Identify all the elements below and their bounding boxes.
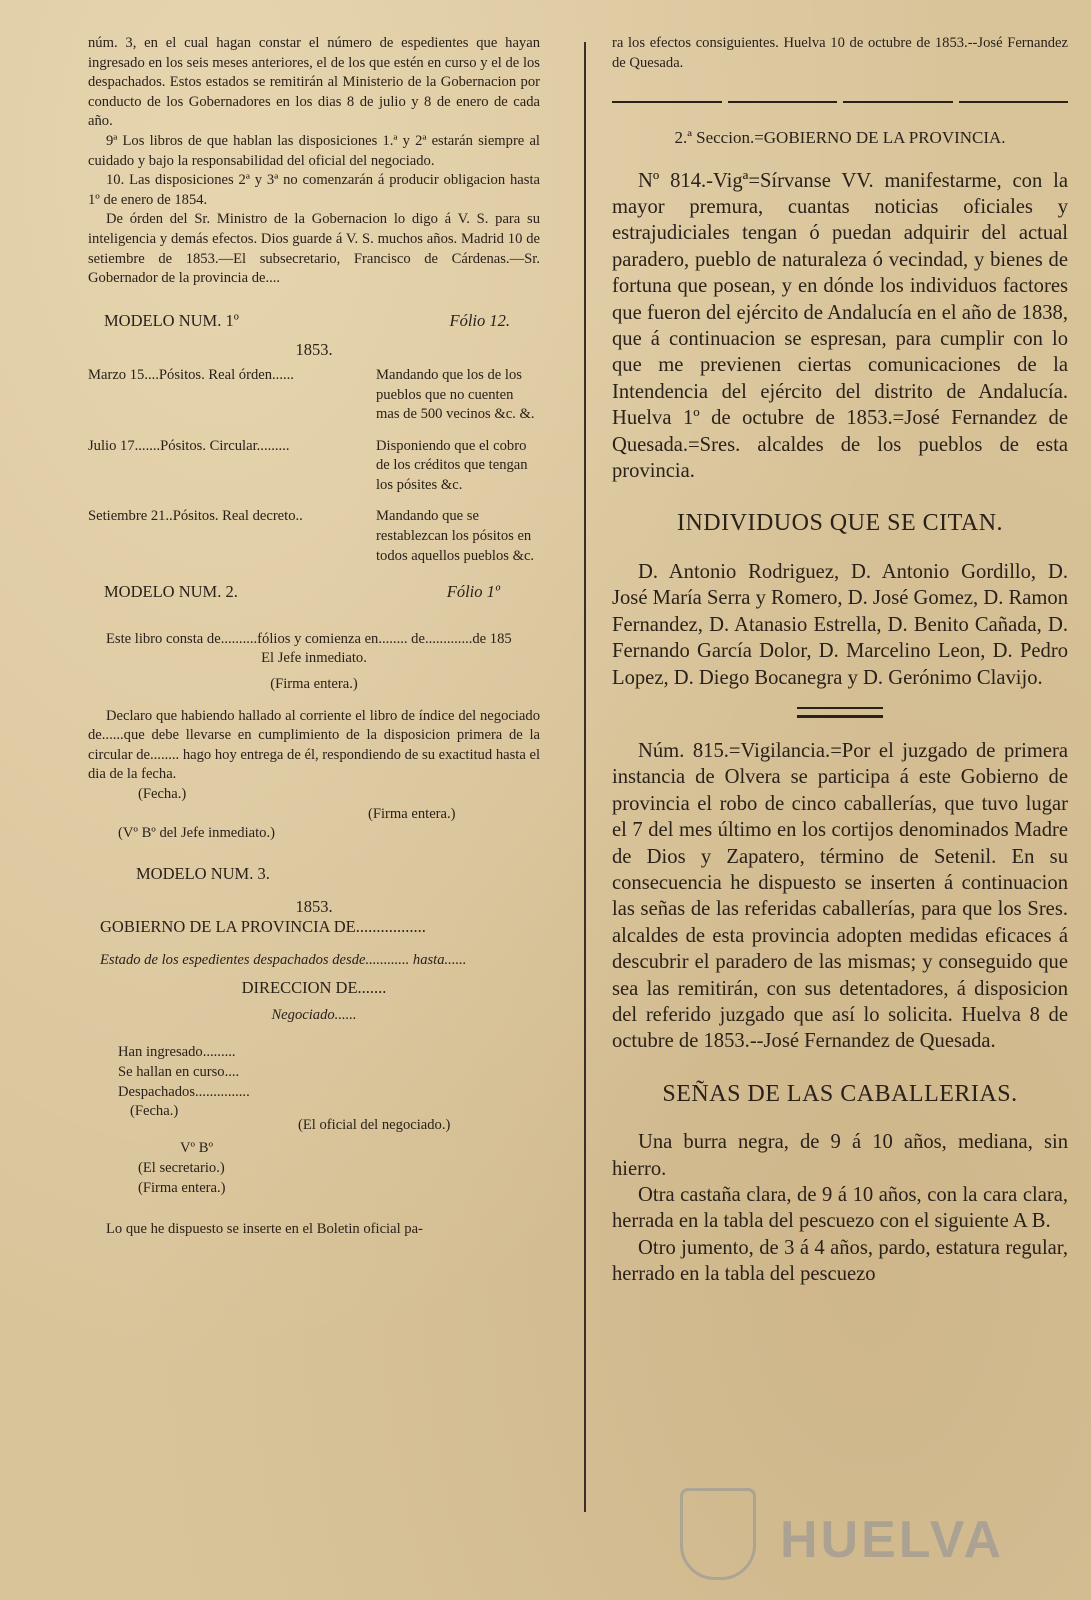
model-3-year: 1853. xyxy=(295,897,333,917)
column-divider xyxy=(584,42,586,1512)
model-2-fecha: (Fecha.) xyxy=(138,786,187,802)
model-3-negociado: Negociado...... xyxy=(271,1006,357,1023)
seal-icon xyxy=(680,1488,756,1580)
model-3-visto-bueno: Vº Bº xyxy=(180,1140,213,1157)
model-3-fecha: (Fecha.) xyxy=(130,1103,179,1120)
model-2-jefe: El Jefe inmediato. xyxy=(261,650,367,667)
model-3-despachados: Despachados............... xyxy=(118,1083,250,1100)
archive-watermark xyxy=(680,1480,1010,1590)
model-2-visto-bueno: (Vº Bº del Jefe inmediato.) xyxy=(118,825,275,842)
description-2: Otra castaña clara, de 9 á 10 años, con la cara clara, herrada en la tabla del pescuezo con el siguiente A B. xyxy=(612,1184,1068,1233)
model-1-entry: Marzo 15....Pósitos. Real órden...... Mandando que los de los pueblos que no cuenten mas de 500 vecinos &c. &. xyxy=(88,366,535,423)
paragraph-order: De órden del Sr. Ministro de la Gobernacion lo digo á V. S. para su inteligencia y demás efectos. Dios guarde á V. S. muchos años. Madrid 10 de setiembre de 1853.—El subsecretario, Francisco de Cárdenas.—Sr. Gobernador de la provincia de.... xyxy=(88,211,540,287)
model-3-direccion: DIRECCION DE....... xyxy=(241,978,387,998)
notice-814: Nº 814.-Vigª=Sírvanse VV. manifestarme, con la mayor premura, cuantas noticias oficiales y estrajudiciales tengan ó puedan adquirir del actual paradero, pueblo de naturaleza ó vecindad, y bienes de fortuna que posean, y en dónde los individuos factores que fueron del ejército de Andalucía en el año de 1838, que á continuacion se espresan, para cumplir con lo que me previenen ciertas comunicaciones de la Intendencia del ejército del distrito de Andalucía. Huelva 1º de octubre de 1853.=José Fernandez de Quesada.=Sres. alcaldes de los pueblos de esta provincia. xyxy=(612,169,1068,483)
model-1-year: 1853. xyxy=(295,340,333,360)
notice-815: Núm. 815.=Vigilancia.=Por el juzgado de primera instancia de Olvera se participa á este Gobierno de provincia el robo de cinco caballerías, que tuvo lugar el 7 del mes último en los cortijos denominados Madre de Dios y Zapatero, término de Setenil. En su consecuencia he dispuesto se inserten á continuacion las señas de las referidas caballerías, para que los Sres. alcaldes de esta provincia adopten medidas eficaces á descubrir el paradero de las mismas; y conseguido que sea las remitirán, con sus detentadores, á disposicion del referido juzgado que así lo solicita. Huelva 8 de octubre de 1853.--José Fernandez de Quesada. xyxy=(612,739,1068,1053)
section-rule xyxy=(612,101,1068,103)
paragraph-article-10: 10. Las disposiciones 2ª y 3ª no comenzarán á producir obligacion hasta 1º de enero de 1854. xyxy=(88,172,540,208)
heading-senas: SEÑAS DE LAS CABALLERIAS. xyxy=(662,1080,1018,1107)
model-2-firma-entera: (Firma entera.) xyxy=(368,805,456,822)
continuation-text: ra los efectos consiguientes. Huelva 10 de octubre de 1853.--José Fernandez de Quesada. xyxy=(612,35,1068,71)
right-column xyxy=(612,34,1068,1288)
model-1-entry: Julio 17.......Pósitos. Circular......... Disponiendo que el cobro de los créditos que tengan los pósites &c. xyxy=(88,437,528,493)
watermark-text: HUELVA xyxy=(780,1511,1005,1569)
model-1-title: MODELO NUM. 1º xyxy=(104,310,239,330)
individuals-list: D. Antonio Rodriguez, D. Antonio Gordillo, D. José María Serra y Romero, D. José Gomez, D. Ramon Fernandez, D. Atanasio Estrella, D. Benito Cañada, D. Fernando García Dolor, D. Marcelino Leon, D. Pedro Lopez, D. Diego Bocanegra y D. Gerónimo Clavijo. xyxy=(612,560,1068,689)
model-3-estado: Estado de los espedientes despachados desde............ hasta...... xyxy=(100,951,467,968)
section-heading: 2.ª Seccion.=GOBIERNO DE LA PROVINCIA. xyxy=(674,128,1006,148)
model-2-line: Este libro consta de..........fólios y comienza en........ de.............de 185 xyxy=(106,630,512,647)
model-2-header xyxy=(88,582,540,602)
model-3-firma: (Firma entera.) xyxy=(138,1179,226,1196)
heading-individuos: INDIVIDUOS QUE SE CITAN. xyxy=(676,510,1004,537)
model-2-declaration: Declaro que habiendo hallado al corriente el libro de índice del negociado de......que debe llevarse en cumplimiento de la disposicion primera de la circular de........ hago hoy entrega de él, respondiendo de su exactitud hasta el dia de la fecha. xyxy=(88,707,540,783)
model-3-ingresado: Han ingresado......... xyxy=(118,1044,236,1061)
model-1-entry: Setiembre 21..Pósitos. Real decreto.. Mandando que se restablezcan los pósitos en todos aquellos pueblos &c. xyxy=(88,508,535,564)
model-2-firma: (Firma entera.) xyxy=(270,676,358,693)
model-3-title: MODELO NUM. 3. xyxy=(136,863,270,883)
description-1: Una burra negra, de 9 á 10 años, mediana, sin hierro. xyxy=(612,1131,1068,1180)
model-3-secretario: (El secretario.) xyxy=(138,1159,225,1176)
left-column xyxy=(88,34,540,1240)
paragraph-article-9: 9ª Los libros de que hablan las disposiciones 1.ª y 2ª estarán siempre al cuidado y bajo la responsabilidad del oficial del negociado. xyxy=(88,132,540,169)
model-3-gobierno: GOBIERNO DE LA PROVINCIA DE................. xyxy=(100,916,426,936)
closing-line: Lo que he dispuesto se inserte en el Boletin oficial pa- xyxy=(106,1221,423,1238)
model-3-en-curso: Se hallan en curso.... xyxy=(118,1063,240,1080)
model-1-header xyxy=(88,311,540,331)
description-3: Otro jumento, de 3 á 4 años, pardo, estatura regular, herrado en la tabla del pescuezo xyxy=(612,1236,1068,1286)
model-1-folio: Fólio 12. xyxy=(449,310,510,330)
paragraph-intro: núm. 3, en el cual hagan constar el número de espedientes que hayan ingresado en los seis meses anteriores, el de los que estén en curso y el de los despachados. Estos estados se remitirán al Ministerio de la Gobernacion por conducto de los Gobernadores en los dias 8 de julio y 8 de enero de cada año. xyxy=(88,35,540,130)
model-2-folio: Fólio 1º xyxy=(446,582,500,602)
ornament-rule xyxy=(797,707,883,718)
model-3-oficial: (El oficial del negociado.) xyxy=(298,1116,451,1133)
model-2-title: MODELO NUM. 2. xyxy=(104,582,238,602)
